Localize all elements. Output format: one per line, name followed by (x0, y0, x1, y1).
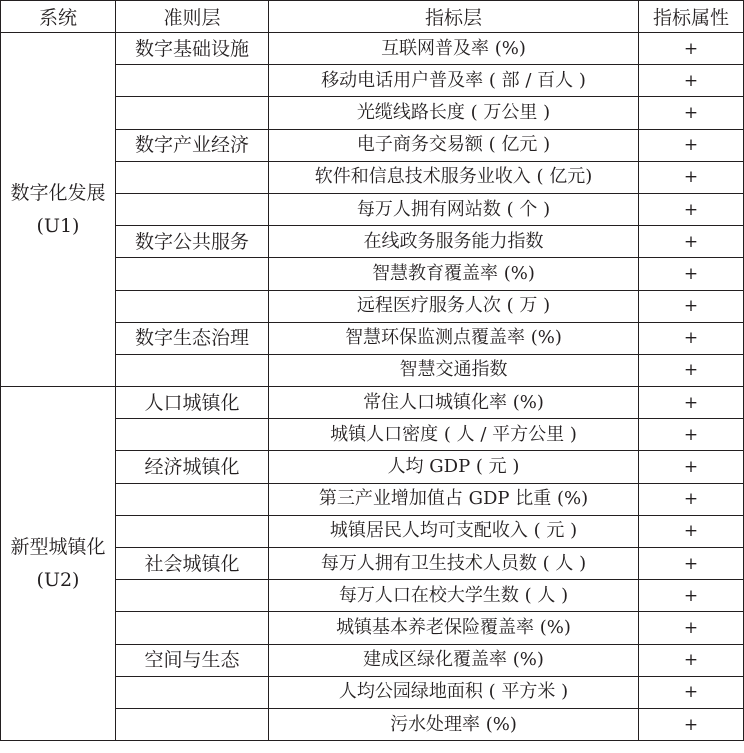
criterion-cell-empty (116, 193, 269, 225)
indicator-cell: 第三产业增加值占 GDP 比重 (%) (269, 483, 639, 515)
attribute-cell: + (639, 612, 744, 644)
criterion-cell: 数字产业经济 (116, 129, 269, 161)
header-criterion: 准则层 (116, 1, 269, 33)
attribute-cell: + (639, 387, 744, 419)
attribute-cell: + (639, 193, 744, 225)
criterion-cell-empty (116, 161, 269, 193)
attribute-cell: + (639, 676, 744, 708)
attribute-cell: + (639, 644, 744, 676)
criterion-cell-empty (116, 419, 269, 451)
header-attribute: 指标属性 (639, 1, 744, 33)
criterion-cell-empty (116, 515, 269, 547)
attribute-cell: + (639, 483, 744, 515)
attribute-cell: + (639, 97, 744, 129)
criterion-cell-empty (116, 612, 269, 644)
attribute-cell: + (639, 33, 744, 65)
table-row (1, 33, 744, 65)
attribute-cell: + (639, 258, 744, 290)
criterion-cell-empty (116, 483, 269, 515)
attribute-cell: + (639, 515, 744, 547)
attribute-cell: + (639, 548, 744, 580)
criterion-cell-empty (116, 65, 269, 97)
indicator-cell: 每万人拥有卫生技术人员数 ( 人 ) (269, 548, 639, 580)
attribute-cell: + (639, 129, 744, 161)
criterion-cell: 经济城镇化 (116, 451, 269, 483)
indicator-cell: 互联网普及率 (%) (269, 33, 639, 65)
indicator-cell: 远程医疗服务人次 ( 万 ) (269, 290, 639, 322)
criterion-cell-empty (116, 290, 269, 322)
attribute-cell: + (639, 226, 744, 258)
indicator-cell: 光缆线路长度 ( 万公里 ) (269, 97, 639, 129)
system-cell: 新型城镇化 (U2) (1, 387, 116, 741)
indicator-cell: 城镇基本养老保险覆盖率 (%) (269, 612, 639, 644)
criterion-cell: 空间与生态 (116, 644, 269, 676)
indicator-cell: 智慧环保监测点覆盖率 (%) (269, 322, 639, 354)
indicator-cell: 常住人口城镇化率 (%) (269, 387, 639, 419)
indicator-cell: 智慧教育覆盖率 (%) (269, 258, 639, 290)
attribute-cell: + (639, 290, 744, 322)
attribute-cell: + (639, 451, 744, 483)
criterion-cell: 数字基础设施 (116, 33, 269, 65)
criterion-cell-empty (116, 580, 269, 612)
criterion-cell: 社会城镇化 (116, 548, 269, 580)
table-row (1, 387, 744, 419)
criterion-cell-empty (116, 708, 269, 740)
indicator-cell: 污水处理率 (%) (269, 708, 639, 740)
criterion-cell-empty (116, 97, 269, 129)
indicator-cell: 电子商务交易额 ( 亿元 ) (269, 129, 639, 161)
indicator-cell: 软件和信息技术服务业收入 ( 亿元) (269, 161, 639, 193)
indicator-cell: 人均 GDP ( 元 ) (269, 451, 639, 483)
indicator-cell: 在线政务服务能力指数 (269, 226, 639, 258)
indicator-cell: 人均公园绿地面积 ( 平方米 ) (269, 676, 639, 708)
attribute-cell: + (639, 161, 744, 193)
system-cell: 数字化发展 (U1) (1, 33, 116, 387)
header-system: 系统 (1, 1, 116, 33)
criterion-cell: 数字生态治理 (116, 322, 269, 354)
indicator-cell: 每万人口在校大学生数 ( 人 ) (269, 580, 639, 612)
header-indicator: 指标层 (269, 1, 639, 33)
indicator-cell: 每万人拥有网站数 ( 个 ) (269, 193, 639, 225)
indicator-cell: 城镇人口密度 ( 人 / 平方公里 ) (269, 419, 639, 451)
criterion-cell-empty (116, 354, 269, 386)
indicator-cell: 智慧交通指数 (269, 354, 639, 386)
header-row (1, 1, 744, 33)
criterion-cell: 人口城镇化 (116, 387, 269, 419)
attribute-cell: + (639, 419, 744, 451)
attribute-cell: + (639, 354, 744, 386)
criterion-cell: 数字公共服务 (116, 226, 269, 258)
indicator-cell: 移动电话用户普及率 ( 部 / 百人 ) (269, 65, 639, 97)
indicator-cell: 城镇居民人均可支配收入 ( 元 ) (269, 515, 639, 547)
attribute-cell: + (639, 65, 744, 97)
attribute-cell: + (639, 708, 744, 740)
criterion-cell-empty (116, 258, 269, 290)
attribute-cell: + (639, 580, 744, 612)
attribute-cell: + (639, 322, 744, 354)
indicator-cell: 建成区绿化覆盖率 (%) (269, 644, 639, 676)
criterion-cell-empty (116, 676, 269, 708)
